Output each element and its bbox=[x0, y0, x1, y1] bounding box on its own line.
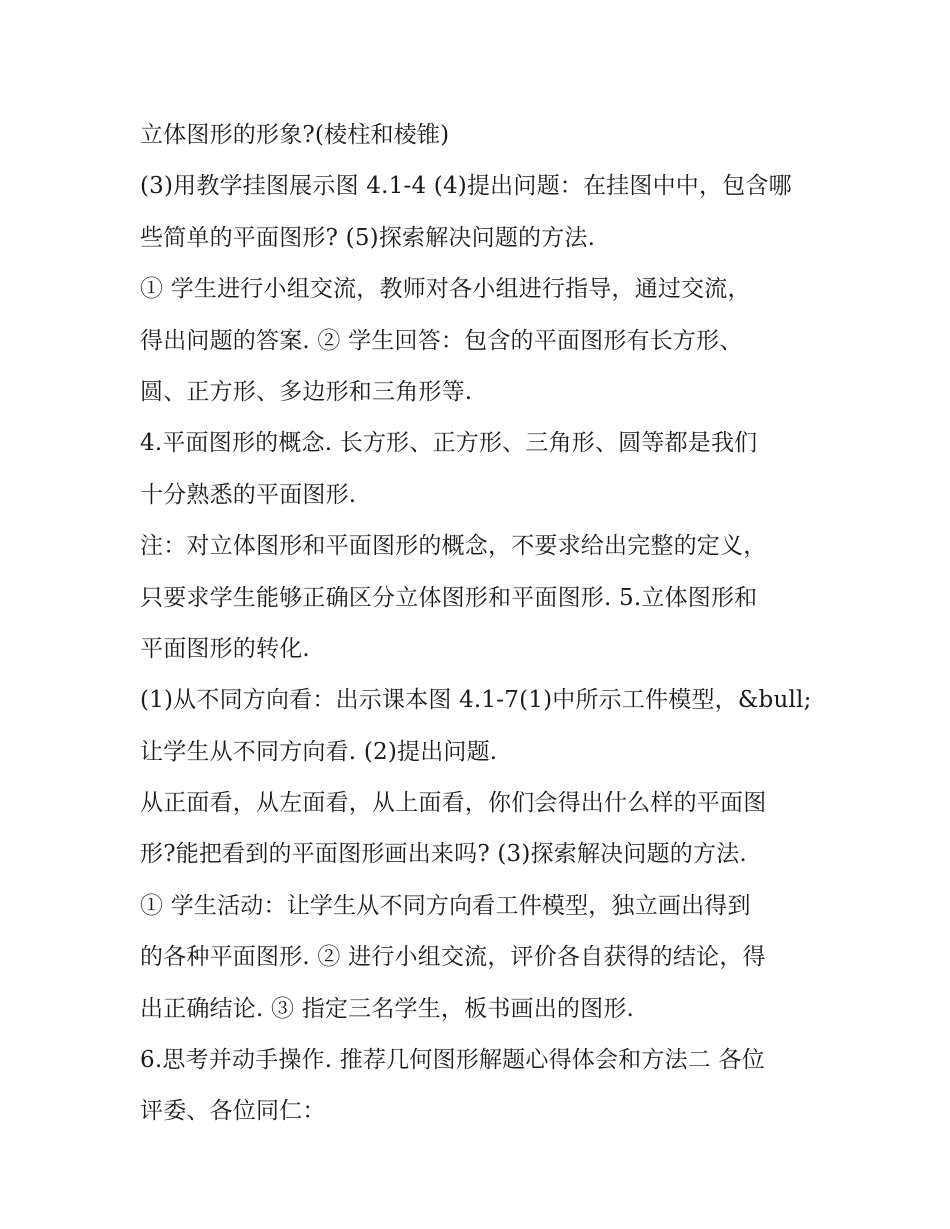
text-line: 圆、正方形、多边形和三角形等. bbox=[140, 378, 473, 405]
text-line: ① 学生进行小组交流，教师对各小组进行指导，通过交流， bbox=[140, 276, 751, 303]
text-line: 得出问题的答案. ② 学生回答：包含的平面图形有长方形、 bbox=[140, 327, 743, 354]
text-line: 的各种平面图形. ② 进行小组交流，评价各自获得的结论，得 bbox=[140, 944, 766, 971]
text-line: 从正面看，从左面看，从上面看，你们会得出什么样的平面图 bbox=[140, 790, 767, 817]
text-line: 形?能把看到的平面图形画出来吗? (3)探索解决问题的方法. bbox=[140, 841, 747, 868]
text-line: (1)从不同方向看：出示课本图 4.1-7(1)中所示工件模型，&bull; bbox=[140, 687, 812, 714]
text-line: 4.平面图形的概念. 长方形、正方形、三角形、圆等都是我们 bbox=[140, 430, 758, 457]
text-line: 立体图形的形象?(棱柱和棱锥) bbox=[140, 122, 450, 148]
text-line: 十分熟悉的平面图形. bbox=[140, 481, 357, 508]
text-line: 注：对立体图形和平面图形的概念，不要求给出完整的定义， bbox=[140, 533, 767, 560]
text-line: ① 学生活动：让学生从不同方向看工件模型，独立画出得到 bbox=[140, 892, 751, 919]
text-line: 评委、各位同仁： bbox=[140, 1098, 326, 1125]
text-line: 些简单的平面图形? (5)探索解决问题的方法. bbox=[140, 224, 596, 251]
text-line: 出正确结论. ③ 指定三名学生，板书画出的图形. bbox=[140, 995, 635, 1022]
text-line: 平面图形的转化. bbox=[140, 635, 310, 662]
text-line: 只要求学生能够正确区分立体图形和平面图形. 5.立体图形和 bbox=[140, 584, 758, 611]
text-line: (3)用教学挂图展示图 4.1-4 (4)提出问题：在挂图中中，包含哪 bbox=[140, 173, 792, 200]
text-line: 让学生从不同方向看. (2)提出问题. bbox=[140, 738, 498, 765]
document-body bbox=[140, 110, 820, 1138]
text-line: 6.思考并动手操作. 推荐几何图形解题心得体会和方法二 各位 bbox=[140, 1047, 765, 1074]
